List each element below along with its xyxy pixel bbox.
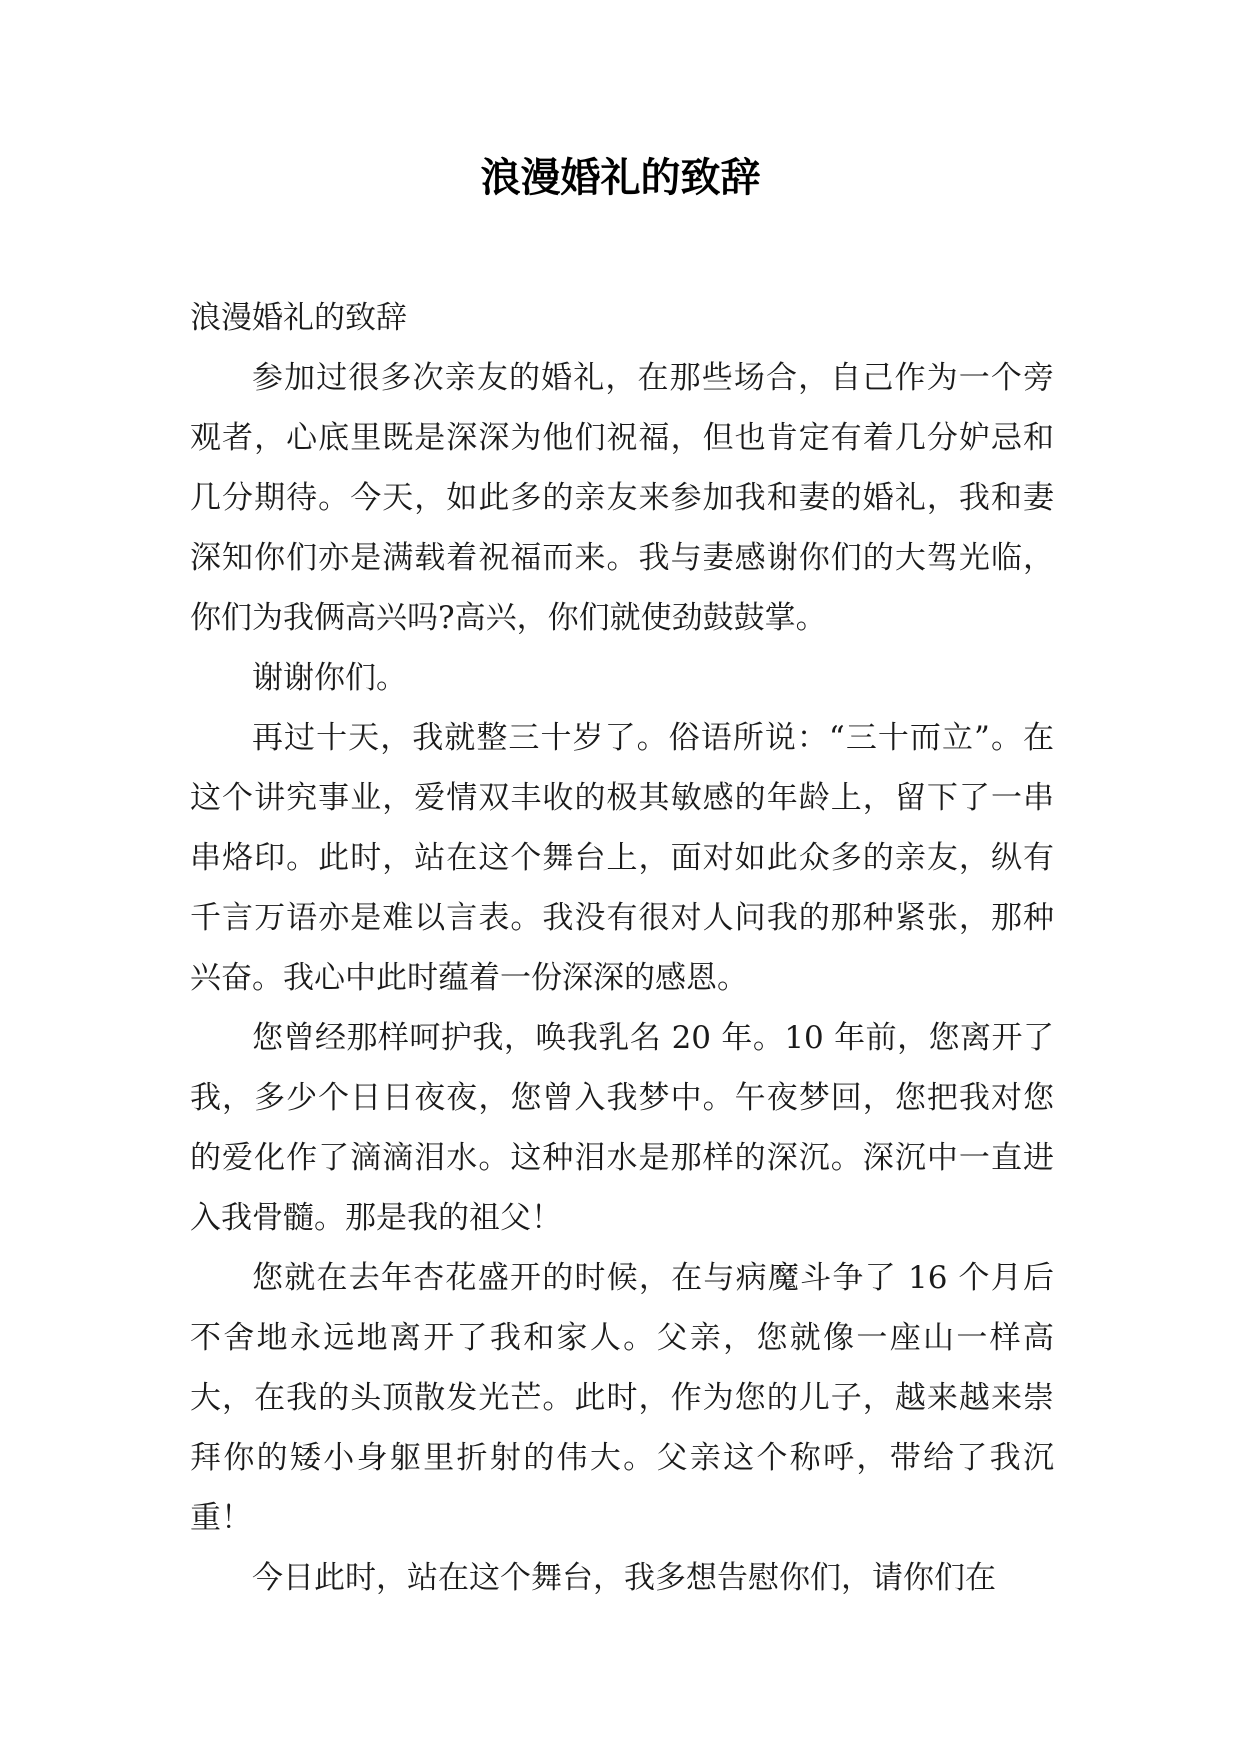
paragraph: 您就在去年杏花盛开的时候，在与病魔斗争了 16 个月后不舍地永远地离开了我和家人。父亲，您就像一座山一样高大，在我的头顶散发光芒。此时，作为您的儿子，越来越来崇拜你的矮小身躯里折射的伟大。父亲这个称呼，带给了我沉重！	[190, 1260, 1054, 1536]
paragraph: 参加过很多次亲友的婚礼，在那些场合，自己作为一个旁观者，心底里既是深深为他们祝福，但也肯定有着几分妒忌和几分期待。今天，如此多的亲友来参加我和妻的婚礼，我和妻深知你们亦是满载着祝福而来。我与妻感谢你们的大驾光临，你们为我俩高兴吗?高兴，你们就使劲鼓鼓掌。	[190, 360, 1054, 636]
paragraph: 谢谢你们。	[252, 660, 407, 696]
paragraph: 您曾经那样呵护我，唤我乳名 20 年。10 年前，您离开了我，多少个日日夜夜，您曾入我梦中。午夜梦回，您把我对您的爱化作了滴滴泪水。这种泪水是那样的深沉。深沉中一直进入我骨髓。那是我的祖父！	[190, 1020, 1054, 1236]
document-title: 浪漫婚礼的致辞	[480, 154, 761, 201]
document-subtitle: 浪漫婚礼的致辞	[190, 300, 407, 336]
paragraph: 今日此时，站在这个舞台，我多想告慰你们，请你们在	[252, 1560, 996, 1596]
document-body	[190, 288, 1054, 1608]
paragraph: 再过十天，我就整三十岁了。俗语所说：“三十而立”。在这个讲究事业，爱情双丰收的极其敏感的年龄上，留下了一串串烙印。此时，站在这个舞台上，面对如此众多的亲友，纵有千言万语亦是难以言表。我没有很对人问我的那种紧张，那种兴奋。我心中此时蕴着一份深深的感恩。	[190, 720, 1054, 996]
